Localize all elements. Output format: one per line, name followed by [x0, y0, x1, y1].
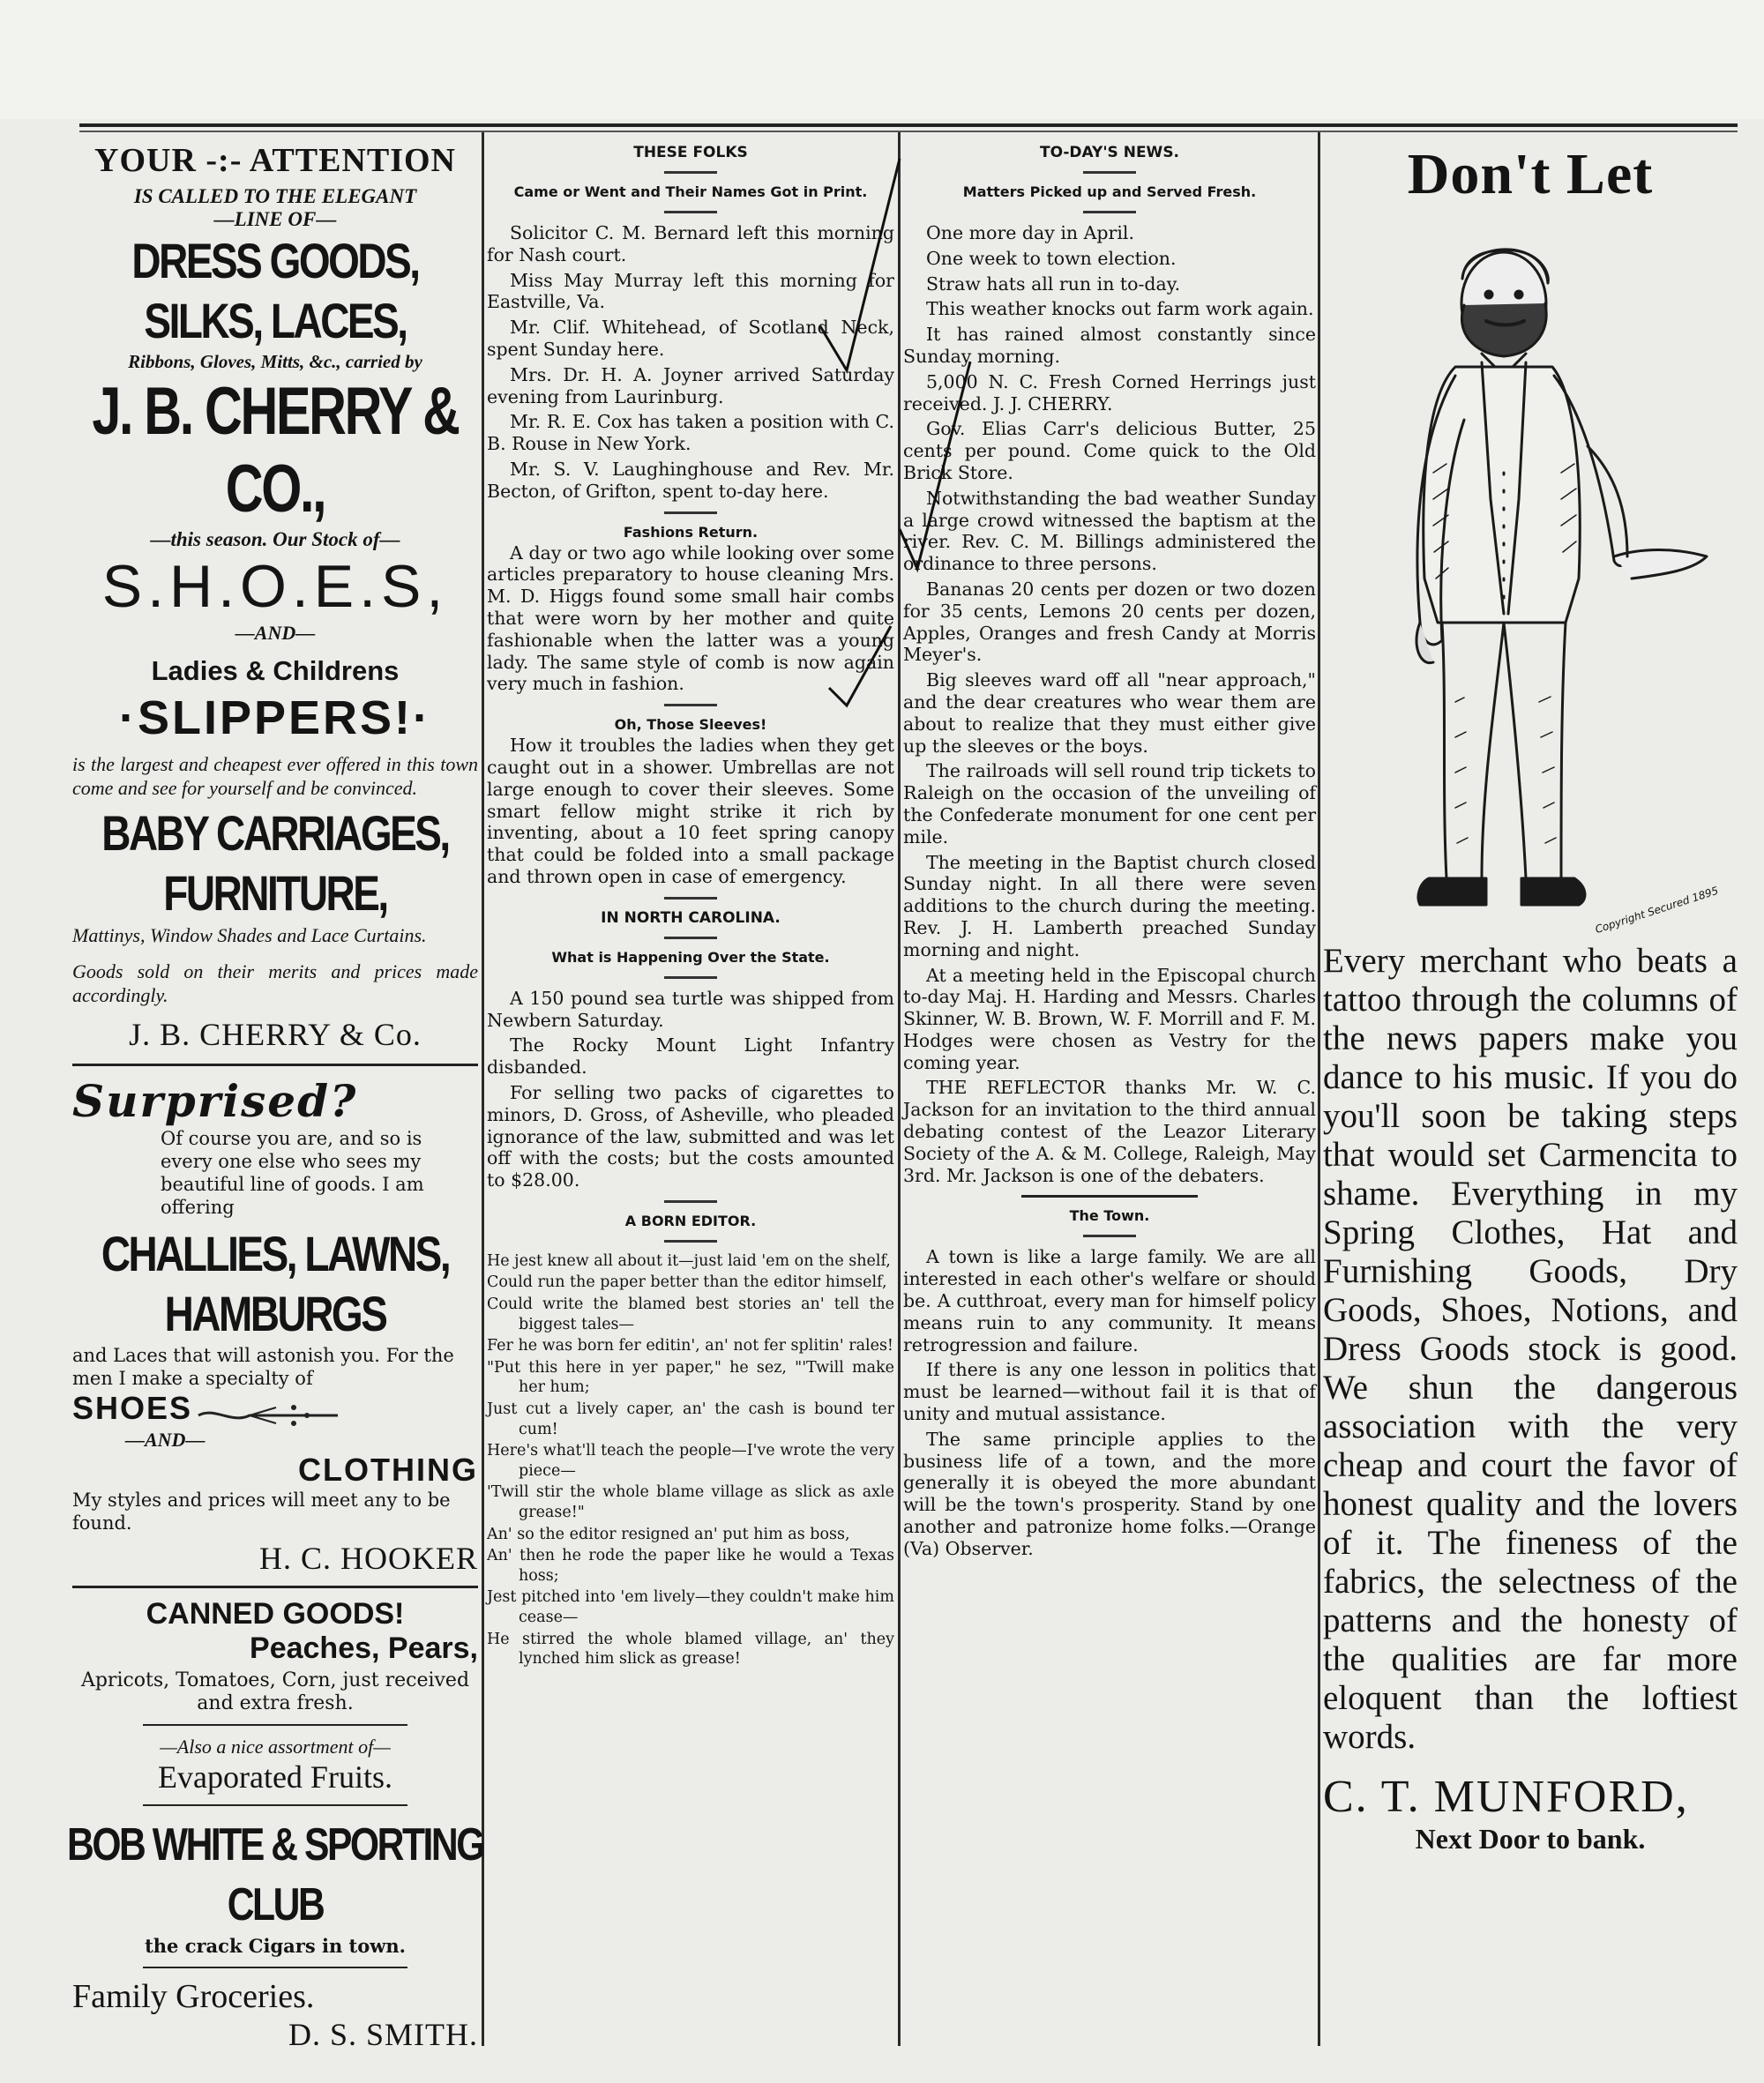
ad-text: Ribbons, Gloves, Mitts, &c., carried by — [128, 351, 422, 372]
ad-text: —AND— — [125, 1428, 206, 1451]
ad-text: and Laces that will astonish you. For the men I make a specialty of — [72, 1345, 454, 1389]
section-heading: IN NORTH CAROLINA. — [601, 908, 781, 927]
ad-signature: H. C. HOOKER — [258, 1540, 478, 1576]
ad-heading: SHOES — [72, 1390, 193, 1426]
news-item: How it troubles the ladies when they get caught out in a shower. Umbrellas are not large enough to cover their sleeves. Some smart fellow might strike it rich by inventing, about a 10 feet spring canopy that could be folded into a small package and thrown open in case of emergency. — [487, 735, 894, 887]
poem-line: Here's what'll teach the people—I've wrote the very piece— — [487, 1442, 894, 1480]
ad-text: Apricots, Tomatoes, Corn, just received and extra fresh. — [80, 1669, 470, 1714]
column-rule — [1318, 132, 1320, 2046]
news-item: Notwithstanding the bad weather Sunday a large crowd witnessed the baptism at the river. Rev. C. M. Billings administered the ordinance to three persons. — [903, 487, 1316, 575]
ad-heading: J. B. CHERRY & CO., — [92, 374, 459, 526]
ad-signature: D. S. SMITH. — [288, 2016, 478, 2052]
heading-rule — [1083, 211, 1136, 213]
ad-heading: CHALLIES, LAWNS, HAMBURGS — [101, 1226, 450, 1341]
news-item: A day or two ago while looking over some articles preparatory to house cleaning Mrs. M. D. Higgs found some small hair combs that were worn by her mother and quite fashionable when the latter was a young lady. The same style of comb is now again very much in fashion. — [487, 541, 894, 695]
news-item: One more day in April. — [926, 222, 1134, 243]
section-heading: THESE FOLKS — [633, 144, 748, 161]
ad-heading: Surprised? — [72, 1075, 358, 1127]
poem-line: Just cut a lively caper, an' the cash is bound ter cum! — [487, 1400, 894, 1438]
heading-rule — [664, 704, 717, 706]
poem-line: Jest pitched into 'em lively—they couldn't make him cease— — [487, 1588, 894, 1626]
ad-text: —Also a nice assortment of— — [160, 1735, 391, 1758]
cherry-ad — [72, 141, 478, 1053]
section-subheading: What is Happening Over the State. — [551, 948, 830, 966]
news-item: 5,000 N. C. Fresh Corned Herrings just received. J. J. CHERRY. — [903, 370, 1316, 414]
ad-text: Mattinys, Window Shades and Lace Curtains. — [72, 924, 427, 946]
check-mark-icon — [891, 353, 979, 582]
gentleman-figure-icon — [1323, 208, 1738, 949]
check-mark-icon — [820, 617, 900, 714]
news-item: Mr. R. E. Cox has taken a position with C. B. Rouse in New York. — [487, 411, 894, 455]
news-item: Straw hats all run in to-day. — [926, 273, 1181, 295]
news-item: Mrs. Dr. H. A. Joyner arrived Saturday evening from Laurinburg. — [487, 363, 894, 407]
top-rule-thin — [79, 131, 1738, 132]
news-item: Big sleeves ward off all "near approach," and the dear creatures who wear them are about to realize that they must either give up the sleeves or the boys. — [903, 669, 1316, 757]
ad-address: Next Door to bank. — [1415, 1823, 1646, 1855]
ad-heading: CLOTHING — [298, 1451, 478, 1488]
ad-headline: Don't Let — [1407, 142, 1654, 206]
news-item: Mr. S. V. Laughinghouse and Rev. Mr. Becton, of Grifton, spent to-day here. — [487, 458, 894, 502]
news-item: A town is like a large family. We are all interested in each other's welfare or should be. A cutthroat, every man for himself policy means ruin to any community. It means retrogression and failure. — [903, 1246, 1316, 1355]
heading-rule — [664, 511, 717, 514]
ad-signature: J. B. CHERRY & Co. — [129, 1017, 422, 1052]
heading-rule — [664, 976, 717, 979]
column-rule — [482, 132, 484, 2046]
ad-divider — [72, 1064, 478, 1066]
news-item: Mr. Clif. Whitehead, of Scotland Neck, spent Sunday here. — [487, 317, 894, 360]
ad-text: Goods sold on their merits and prices made accordingly. — [72, 960, 478, 1006]
poem-line: Fer he was born fer editin', an' not fer splitin' rales! — [487, 1337, 893, 1355]
heading-rule — [664, 211, 717, 213]
section-rule — [1021, 1195, 1198, 1198]
news-item: The meeting in the Baptist church closed Sunday night. In all there were seven additions to the church during the meeting. Rev. J. H. Lamberth preached Sunday morning and night. — [903, 851, 1316, 960]
news-item: The railroads will sell round trip tickets to Raleigh on the occasion of the unveiling of the Confederate monument for one cent per mile. — [903, 760, 1316, 847]
news-item: For selling two packs of cigarettes to minors, D. Gross, of Asheville, who pleaded ignorance of the law, submitted and was let off with the costs; but the costs amounted to $28.00. — [487, 1081, 894, 1191]
news-item: At a meeting held in the Episcopal church to-day Maj. H. Harding and Messrs. Charles Skinner, W. B. Brown, W. F. Morrill and F. M. Hodges were chosen as Vestry for the coming year. — [903, 964, 1316, 1073]
shoes-line — [72, 1390, 478, 1429]
ad-text: —AND— — [235, 622, 316, 644]
ad-text: —LINE OF— — [213, 208, 337, 230]
poem-line: An' so the editor resigned an' put him as boss, — [487, 1525, 850, 1543]
news-item: It has rained almost constantly since Sunday morning. — [903, 324, 1316, 367]
copyright-note: Copyright Secured 1895 — [1593, 884, 1720, 937]
poem-line: 'Twill stir the whole blame village as slick as axle grease!" — [487, 1483, 894, 1522]
ad-text: IS CALLED TO THE ELEGANT — [133, 185, 417, 207]
poem-line: Could run the paper better than the editor himself, — [487, 1273, 887, 1292]
section-heading: TO-DAY'S NEWS. — [1039, 144, 1180, 161]
ad-heading: ·SLIPPERS!· — [118, 691, 432, 744]
section-heading: The Town. — [1069, 1207, 1150, 1225]
ad-heading: BABY CARRIAGES, FURNITURE, — [101, 805, 449, 921]
ad-body: Every merchant who beats a tattoo through the columns of the news papers make you dance to his music. If you do you'll soon be taking steps that would set Carmencita to shame. Everything in my Spring Clothes, Hat and Furnishing Goods, Dry Goods, Shoes, Notions, and Dress Goods stock is good. We shun the dangerous association with the very cheap and court the favor of honest quality and the lovers of it. The fineness of the fabrics, the selectness of the patterns and the honesty of the qualities are far more eloquent than the loftiest words. — [1323, 942, 1738, 1756]
news-item: Gov. Elias Carr's delicious Butter, 25 cents per pound. Come quick to the Old Brick Store. — [903, 418, 1316, 483]
ad-text: My styles and prices will meet any to be found. — [72, 1489, 451, 1534]
news-item: Solicitor C. M. Bernard left this morning for Nash court. — [487, 222, 894, 265]
ad-divider — [143, 1967, 407, 1968]
column-1-ads — [67, 141, 483, 2053]
ad-heading: Ladies & Childrens — [151, 655, 400, 686]
section-subheading: Matters Picked up and Served Fresh. — [962, 183, 1257, 200]
poem-line: "Put this here in yer paper," he sez, "'Twill make her hum; — [487, 1358, 894, 1397]
section-heading: A BORN EDITOR. — [624, 1212, 757, 1229]
ad-heading: BOB WHITE & SPORTING CLUB — [67, 1818, 483, 1930]
ad-heading: YOUR -:- ATTENTION — [94, 142, 456, 179]
page-top-margin — [0, 0, 1764, 119]
ad-text: is the largest and cheapest ever offered in this town come and see for yourself and be convinced. — [72, 753, 478, 799]
news-item: If there is any one lesson in politics that must be learned—without fail it is that of unity and mutual assistance. — [903, 1359, 1316, 1425]
ad-divider — [143, 1724, 407, 1726]
news-item: One week to town election. — [926, 247, 1177, 269]
poem-line: He stirred the whole blamed village, an' they lynched him slick as grease! — [487, 1630, 894, 1669]
news-item: The Rocky Mount Light Infantry disbanded. — [487, 1034, 894, 1079]
ad-divider — [143, 1804, 407, 1806]
poem-line: Could write the blamed best stories an' tell the biggest tales— — [487, 1295, 894, 1333]
ad-text: the crack Cigars in town. — [145, 1934, 406, 1957]
hooker-ad — [72, 1075, 478, 1577]
ad-divider — [72, 1586, 478, 1588]
smith-ad — [67, 1596, 483, 2053]
ad-heading: Evaporated Fruits. — [158, 1758, 392, 1795]
poem-line: He jest knew all about it—just laid 'em on the shelf, — [487, 1251, 891, 1270]
check-mark-icon — [811, 150, 908, 379]
heading-rule — [664, 937, 717, 939]
ad-heading: DRESS GOODS, SILKS, LACES, — [131, 233, 419, 348]
ad-heading: CANNED GOODS! — [146, 1596, 405, 1631]
column-4-munford-ad — [1323, 141, 1738, 1855]
heading-rule — [664, 171, 717, 174]
poem-line: An' then he rode the paper like he would a Texas hoss; — [487, 1547, 894, 1585]
ad-heading: S.H.O.E.S, — [101, 553, 449, 620]
ad-heading: Family Groceries. — [72, 1977, 315, 2015]
heading-rule — [664, 897, 717, 900]
ad-heading: Peaches, Pears, — [250, 1631, 478, 1665]
top-rule — [79, 123, 1738, 127]
ad-text: —this season. Our Stock of— — [150, 528, 400, 550]
news-item: Bananas 20 cents per dozen or two dozen for 35 cents, Lemons 20 cents per dozen, Apples, Oranges and fresh Candy at Morris Meyer's. — [903, 578, 1316, 666]
hand-pointer-icon — [197, 1402, 347, 1429]
section-heading: Oh, Those Sleeves! — [614, 716, 767, 734]
news-item: This weather knocks out farm work again. — [926, 298, 1314, 320]
heading-rule — [664, 1200, 717, 1203]
section-subheading: Came or Went and Their Names Got in Print. — [513, 183, 868, 200]
ad-text: Of course you are, and so is every one else who sees my beautiful line of goods. I am offering — [161, 1128, 424, 1218]
gentleman-illustration — [1323, 208, 1738, 949]
news-item: Miss May Murray left this morning for Eastville, Va. — [487, 269, 894, 313]
news-item: The same principle applies to the business life of a town, and the more generally it is obeyed the more abundant will be the town's prosperity. Stand by one another and patronize home folks.—Orange (Va) Observer. — [903, 1428, 1316, 1559]
ad-signature: C. T. MUNFORD, — [1323, 1772, 1689, 1822]
news-item: THE REFLECTOR thanks Mr. W. C. Jackson for an invitation to the third annual debating contest of the Leazor Literary Society of the A. & M. College, Raleigh, May 3rd. Mr. Jackson is one of the debaters. — [903, 1077, 1316, 1186]
heading-rule — [664, 1240, 717, 1243]
heading-rule — [1083, 171, 1136, 174]
section-heading: Fashions Return. — [623, 523, 759, 541]
news-item: A 150 pound sea turtle was shipped from Newbern Saturday. — [487, 987, 894, 1031]
heading-rule — [1083, 1235, 1136, 1237]
